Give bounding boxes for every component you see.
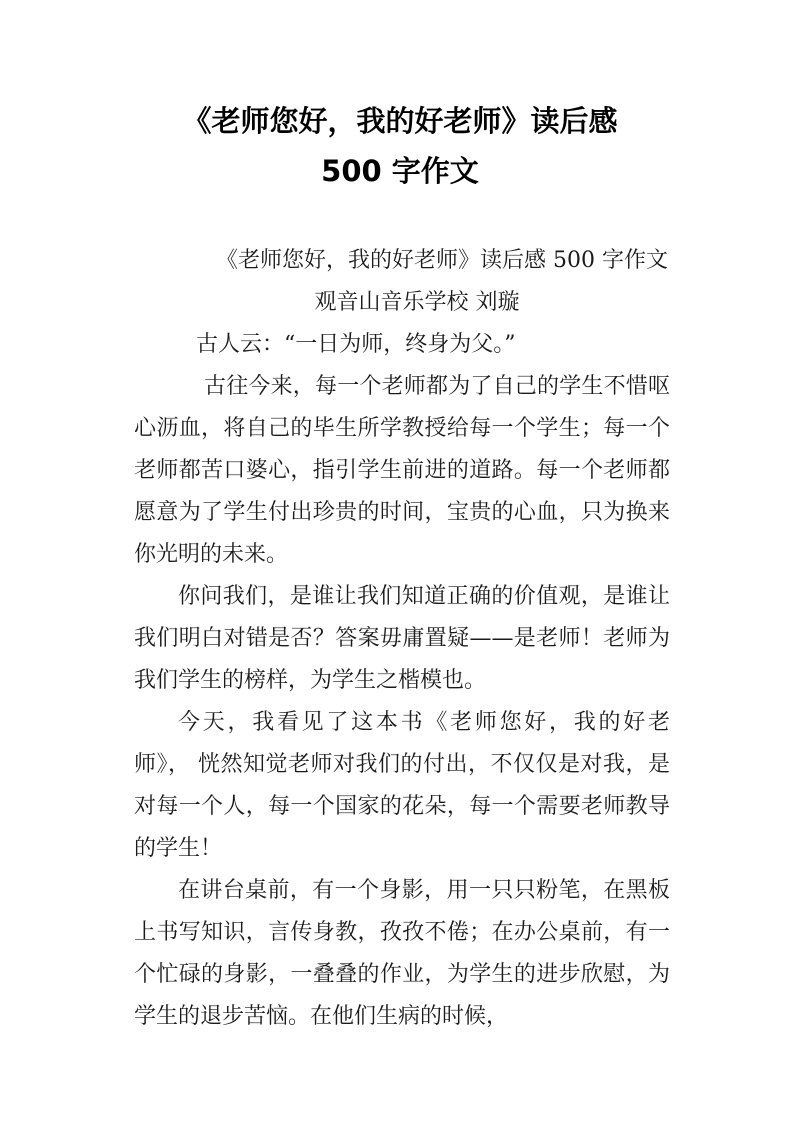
subtitle: 《老师您好，我的好老师》读后感 500 字作文 [216,248,668,273]
opening-quote: 古人云：“一日为师，终身为父。” [196,332,516,357]
title-line-2: 500 字作文 [321,154,479,188]
paragraph-4: 在讲台桌前，有一个身影，用一只只粉笔，在黑板上书写知识，言传身教，孜孜不倦；在办公桌前，有一个忙碌的身影，一叠叠的作业，为学生的进步欣慰，为学生的退步苦恼。在他们生病的时候， [134,878,670,1029]
document-title [0,96,800,196]
title-line-1: 《老师您好，我的好老师》读后感 [182,104,618,138]
document-body [134,240,670,1038]
paragraph-2: 你问我们，是谁让我们知道正确的价值观，是谁让我们明白对错是否？答案毋庸置疑——是老师！老师为我们学生的榜样，为学生之楷模也。 [134,584,670,693]
author-line: 观音山音乐学校 刘璇 [314,290,520,315]
paragraph-1: 古往今来，每一个老师都为了自己的学生不惜呕心沥血，将自己的毕生所学教授给每一个学生；每一个老师都苦口婆心，指引学生前进的道路。每一个老师都愿意为了学生付出珍贵的时间，宝贵的心血，只为换来你光明的未来。 [134,374,670,567]
paragraph-3: 今天，我看见了这本书《老师您好，我的好老师》， 恍然知觉老师对我们的付出，不仅仅是对我，是对每一个人，每一个国家的花朵，每一个需要老师教导的学生！ [134,710,670,861]
